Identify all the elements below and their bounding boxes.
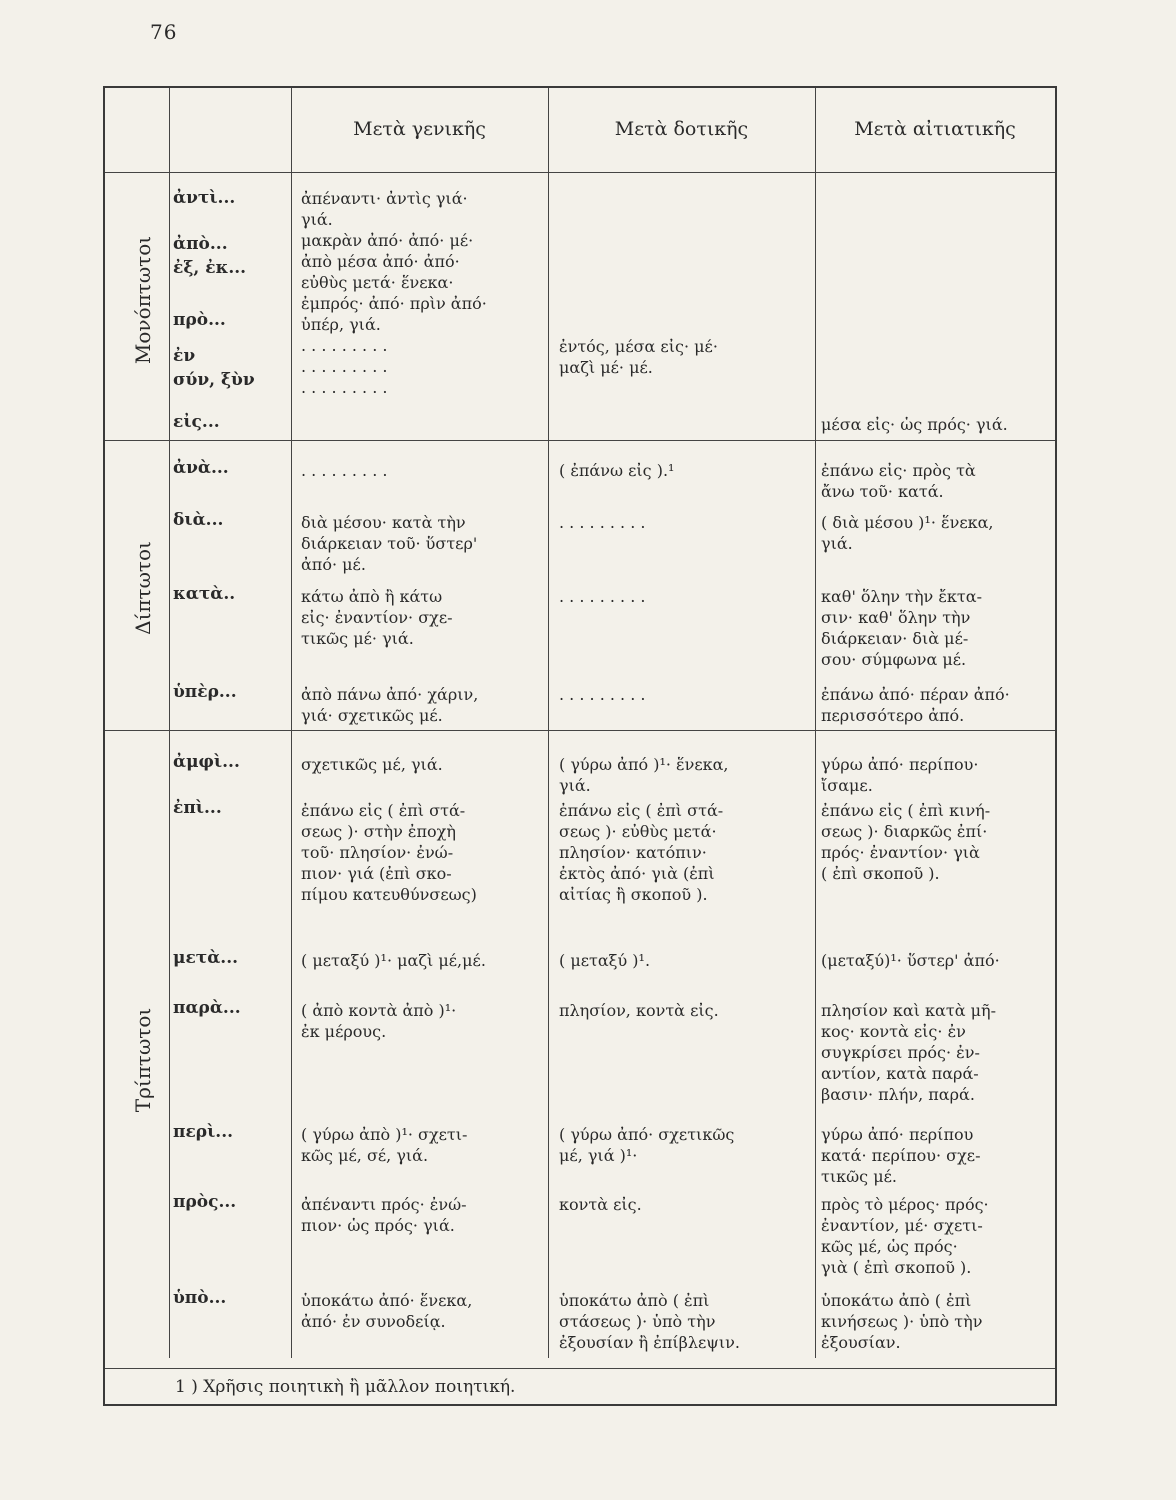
mono-dative-cell: ἐντός, μέσα εἰς· μέ· μαζὶ μέ· μέ. [559, 337, 718, 377]
header-dative: Μετὰ δοτικῆς [614, 118, 749, 140]
amphi-dative-cell: ( γύρω ἀπό )¹· ἕνεκα, γιά. [559, 755, 729, 795]
ana-genitive-cell: . . . . . . . . . [301, 461, 388, 480]
prep-amphi: ἀμφὶ... [173, 752, 240, 772]
kata-accusative-cell: καθ' ὅλην τὴν ἔκτα- σιν· καθ' ὅλην τὴν διάρκειαν· διὰ μέ- σου· σύμφωνα μέ. [821, 587, 982, 669]
prep-pros: πρὸς... [173, 1192, 237, 1212]
meta-dative-cell: ( μεταξύ )¹. [559, 951, 651, 970]
prepositions-table [103, 86, 1057, 1406]
prep-ana: ἀνὰ... [173, 458, 229, 478]
group-rule-2 [105, 730, 1055, 731]
meta-genitive-cell: ( μεταξύ )¹· μαζὶ μέ,μέ. [301, 951, 486, 970]
hyper-genitive-cell: ἀπὸ πάνω ἀπό· χάριν, γιά· σχετικῶς μέ. [301, 685, 479, 725]
prep-peri: περὶ... [173, 1122, 234, 1142]
epi-genitive-cell: ἐπάνω εἰς ( ἐπὶ στά- σεως )· στὴν ἐποχὴ τοῦ· πλησίον· ἐνώ- πιον· γιά (ἐπὶ σκο- πίμου κατευθύνσεως) [301, 801, 477, 904]
dia-accusative-cell: ( διὰ μέσου )¹· ἕνεκα, γιά. [821, 513, 994, 553]
mono-genitive-cell: ἀπέναντι· ἀντὶς γιά· γιά. μακρὰν ἀπό· ἀπό· μέ· ἀπὸ μέσα ἀπό· ἀπό· εὐθὺς μετά· ἕνεκα· ἐμπρός· ἀπό· πρὶν ἀπό· ὑπέρ, γιά. . . . . . . . . . . . . . . . . . . . . . . . . . . . [301, 189, 487, 397]
kata-genitive-cell: κάτω ἀπὸ ἢ κάτω εἰς· ἐναντίον· σχε- τικῶς μέ· γιά. [301, 587, 453, 648]
prep-meta: μετὰ... [173, 948, 239, 968]
hyper-dative-cell: . . . . . . . . . [559, 685, 646, 704]
hypo-accusative-cell: ὑποκάτω ἀπὸ ( ἐπὶ κινήσεως )· ὑπὸ τὴν ἐξουσίαν. [821, 1291, 983, 1352]
header-rule [105, 172, 1055, 173]
footnote-rule [105, 1368, 1055, 1369]
prep-hypo: ὑπὸ... [173, 1288, 227, 1308]
epi-accusative-cell: ἐπάνω εἰς ( ἐπὶ κινή- σεως )· διαρκῶς ἐπί· πρός· ἐναντίον· γιὰ ( ἐπὶ σκοποῦ ). [821, 801, 991, 883]
dia-genitive-cell: διὰ μέσου· κατὰ τὴν διάρκειαν τοῦ· ὕστερ' ἀπό· μέ. [301, 513, 478, 574]
group-label-triptotoi: Τρίπτωτοι [131, 1007, 155, 1113]
header-genitive: Μετὰ γενικῆς [353, 118, 486, 140]
peri-dative-cell: ( γύρω ἀπό· σχετικῶς μέ, γιά )¹· [559, 1125, 735, 1165]
prep-anti: ἀντὶ... [173, 188, 236, 208]
group-label-diptotoi: Δίπτωτοι [131, 541, 155, 635]
ana-dative-cell: ( ἐπάνω εἰς ).¹ [559, 461, 675, 480]
col-rule-1 [169, 88, 170, 1358]
prep-dia: διὰ... [173, 510, 224, 530]
prep-hyper: ὑπὲρ... [173, 682, 237, 702]
header-accusative: Μετὰ αἰτιατικῆς [854, 118, 1016, 140]
group-rule-1 [105, 440, 1055, 441]
kata-dative-cell: . . . . . . . . . [559, 587, 646, 606]
prep-epi: ἐπὶ... [173, 798, 222, 818]
prep-en: ἐν [173, 346, 196, 366]
meta-accusative-cell: (μεταξύ)¹· ὕστερ' ἀπό· [821, 951, 1000, 970]
amphi-accusative-cell: γύρω ἀπό· περίπου· ἴσαμε. [821, 755, 979, 795]
col-rule-2 [291, 88, 292, 1358]
pros-genitive-cell: ἀπέναντι πρός· ἐνώ- πιον· ὡς πρός· γιά. [301, 1195, 467, 1235]
hypo-dative-cell: ὑποκάτω ἀπὸ ( ἐπὶ στάσεως )· ὑπὸ τὴν ἐξουσίαν ἢ ἐπίβλεψιν. [559, 1291, 740, 1352]
prep-pro: πρὸ... [173, 310, 226, 330]
pros-accusative-cell: πρὸς τὸ μέρος· πρός· ἐναντίον, μέ· σχετι- κῶς μέ, ὡς πρός· γιὰ ( ἐπὶ σκοποῦ ). [821, 1195, 989, 1277]
col-rule-4 [815, 88, 816, 1358]
mono-accusative-cell: μέσα εἰς· ὡς πρός· γιά. [821, 415, 1008, 434]
prep-syn: σύν, ξὺν [173, 370, 255, 390]
prep-eis: εἰς... [173, 412, 220, 432]
dia-dative-cell: . . . . . . . . . [559, 513, 646, 532]
epi-dative-cell: ἐπάνω εἰς ( ἐπὶ στά- σεως )· εὐθὺς μετά· πλησίον· κατόπιν· ἐκτὸς ἀπό· γιὰ (ἐπὶ αἰτίας ἢ σκοποῦ ). [559, 801, 724, 904]
group-label-monoptotoi: Μονόπτωτοι [131, 235, 155, 365]
prep-para: παρὰ... [173, 998, 241, 1018]
amphi-genitive-cell: σχετικῶς μέ, γιά. [301, 755, 443, 774]
page-number: 76 [150, 20, 178, 44]
col-rule-3 [548, 88, 549, 1358]
prep-ex: ἐξ, ἐκ... [173, 258, 247, 278]
prep-apo: ἀπὸ... [173, 234, 228, 254]
para-dative-cell: πλησίον, κοντὰ εἰς. [559, 1001, 719, 1020]
prep-kata: κατὰ.. [173, 584, 236, 604]
footnote: 1 ) Χρῆσις ποιητικὴ ἢ μᾶλλον ποιητική. [175, 1377, 516, 1397]
para-genitive-cell: ( ἀπὸ κοντὰ ἀπὸ )¹· ἐκ μέρους. [301, 1001, 457, 1041]
para-accusative-cell: πλησίον καὶ κατὰ μῆ- κος· κοντὰ εἰς· ἐν συγκρίσει πρός· ἐν- αντίον, κατὰ παρά- βασιν· πλήν, παρά. [821, 1001, 996, 1104]
hypo-genitive-cell: ὑποκάτω ἀπό· ἕνεκα, ἀπό· ἐν συνοδείᾳ. [301, 1291, 473, 1331]
peri-genitive-cell: ( γύρω ἀπὸ )¹· σχετι- κῶς μέ, σέ, γιά. [301, 1125, 468, 1165]
pros-dative-cell: κοντὰ εἰς. [559, 1195, 642, 1214]
ana-accusative-cell: ἐπάνω εἰς· πρὸς τὰ ἄνω τοῦ· κατά. [821, 461, 976, 501]
peri-accusative-cell: γύρω ἀπό· περίπου κατά· περίπου· σχε- τικῶς μέ. [821, 1125, 981, 1186]
hyper-accusative-cell: ἐπάνω ἀπό· πέραν ἀπό· περισσότερο ἀπό. [821, 685, 1010, 725]
